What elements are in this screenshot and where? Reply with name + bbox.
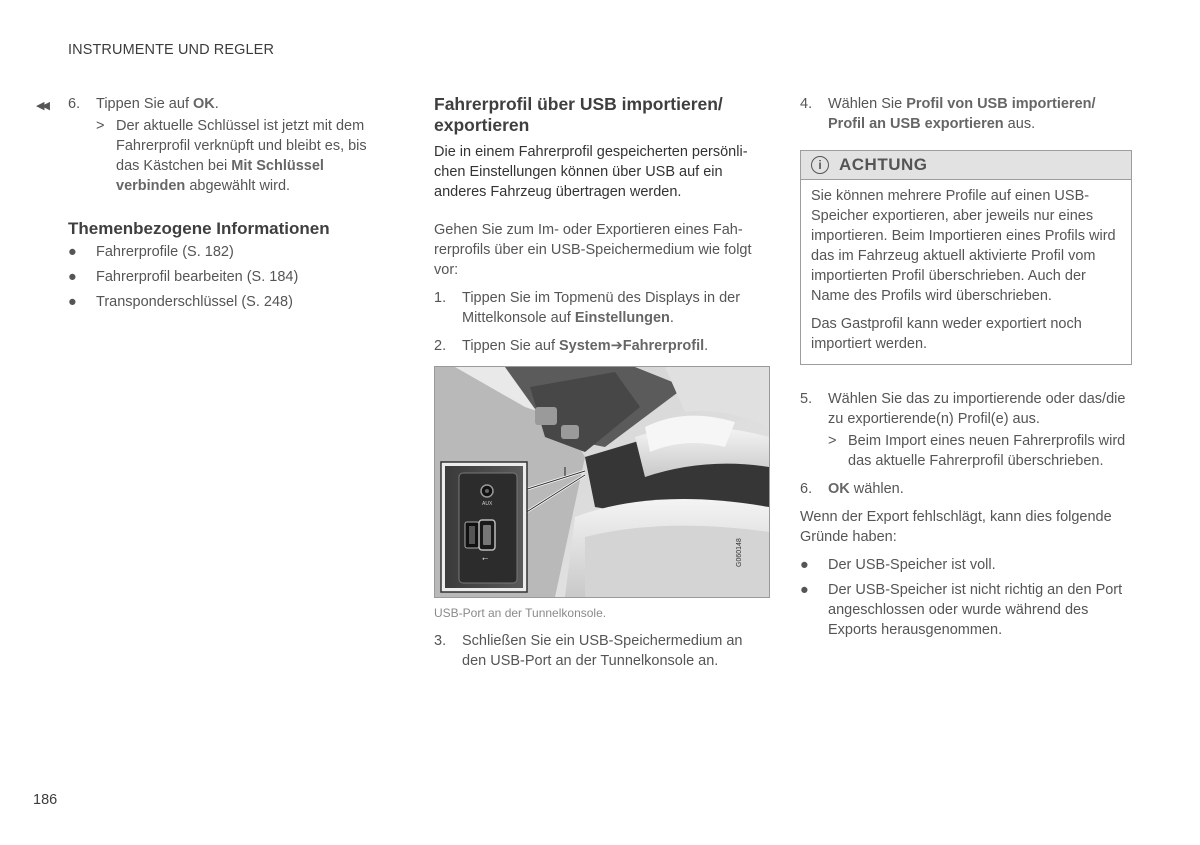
step-2: [434, 336, 768, 356]
ok-label: OK: [828, 481, 850, 497]
system-label: System: [559, 338, 611, 354]
warning-header: [801, 151, 1131, 180]
warning-paragraph: Das Gastprofil kann weder exportiert noch importiert werden.: [811, 316, 1082, 352]
step-5-result: [800, 431, 1132, 471]
step-5: [800, 389, 1132, 429]
step-number: 5.: [800, 391, 813, 407]
related-link-text[interactable]: Fahrerprofil bearbeiten (S. 184): [96, 269, 299, 285]
bullet-icon: ●: [800, 557, 809, 573]
column-middle: [434, 94, 768, 671]
page-number: 186: [33, 792, 58, 808]
export-failure-intro: Wenn der Export fehlschlägt, kann dies folgende Gründe haben:: [800, 509, 1112, 545]
result-text: Beim Import eines neuen Fahrerprofils wird das aktuelle Fahrerprofil überschrieben.: [848, 433, 1126, 469]
step-6-tap-ok: [68, 94, 388, 114]
failure-reason-text: Der USB-Speicher ist voll.: [828, 557, 996, 573]
tunnel-console-drawing: [435, 367, 769, 597]
bullet-icon: ●: [68, 269, 77, 285]
step-text: Tippen Sie im Topmenü des Displays in der Mittelkonsole auf: [462, 290, 741, 326]
menu-arrow-icon: ➔: [610, 338, 623, 354]
step-text: Tippen Sie auf: [462, 338, 559, 354]
info-icon: i: [811, 156, 829, 174]
procedure-intro: Gehen Sie zum Im- oder Exportieren eines Fahrerprofils über ein USB-Speichermedium wie folgt vor:: [434, 222, 752, 278]
step-text-end: .: [704, 338, 709, 354]
step-text-end: aus.: [1003, 116, 1036, 132]
column-left: [68, 94, 388, 317]
mit-schluessel-label: Mit Schlüssel verbinden: [116, 158, 324, 194]
step-number: 6.: [800, 481, 813, 497]
step-text: Wählen Sie das zu importierende oder das/die zu exportierende(n) Profil(e) aus.: [828, 391, 1126, 427]
article-heading: Fahrerprofil über USB importieren/ exportieren: [434, 94, 723, 135]
warning-body: [801, 180, 1131, 364]
article-intro: Die in einem Fahrerprofil gespeicherten persönlichen Einstellungen können über USB auf ein anderes Fahrzeug übertragen werden.: [434, 144, 748, 200]
warning-title: ACHTUNG: [839, 155, 928, 174]
step-text: Tippen Sie auf: [96, 96, 193, 112]
step-text-end: .: [214, 96, 219, 112]
einstellungen-label: Einstellungen: [574, 310, 670, 326]
failure-reason: [800, 580, 1132, 640]
usb-port-illustration: [434, 366, 770, 598]
step-number: 3.: [434, 633, 447, 649]
result-marker: >: [96, 118, 105, 134]
related-link-text[interactable]: Transponderschlüssel (S. 248): [96, 294, 293, 310]
warning-paragraph: Sie können mehrere Profile auf einen USB-Speicher exportieren, aber jeweils nur eines importieren. Beim Importieren eines Profils wird das im Fahrzeug aktuell aktivierte Profil vom importierten Profil überschrieben. Auch der Name des Profils wird überschrieben.: [811, 188, 1116, 304]
step-1: [434, 288, 768, 328]
failure-reason: [800, 555, 1132, 575]
aux-label: AUX: [482, 501, 493, 507]
related-link[interactable]: [68, 292, 388, 312]
warning-box: [800, 150, 1132, 365]
related-link[interactable]: [68, 267, 388, 287]
result-text: Der aktuelle Schlüssel ist jetzt mit dem Fahrerprofil verknüpft und bleibt es, bis das Kästchen bei: [116, 118, 367, 174]
step-text-end: wählen.: [849, 481, 904, 497]
step-6-result: [68, 116, 388, 196]
bullet-icon: ●: [800, 582, 809, 598]
step-text: Wählen Sie: [828, 96, 907, 112]
import-export-label: Profil von USB importieren/ Profil an USB exportieren: [828, 96, 1096, 132]
bullet-icon: ●: [68, 294, 77, 310]
column-right: [800, 94, 1132, 645]
result-text-end: abgewählt wird.: [185, 178, 291, 194]
related-link[interactable]: [68, 242, 388, 262]
fahrerprofil-label: Fahrerprofil: [622, 338, 705, 354]
result-marker: >: [828, 433, 837, 449]
step-3: [434, 631, 768, 671]
figure-caption: USB-Port an der Tunnelkonsole.: [434, 606, 607, 620]
step-text-end: .: [669, 310, 674, 326]
continuation-arrows-icon: ◀◀: [36, 100, 47, 112]
step-4: [800, 94, 1132, 134]
step-6: [800, 479, 1132, 499]
figure-code: G060148: [736, 538, 743, 567]
ok-label: OK: [193, 96, 215, 112]
bullet-icon: ●: [68, 244, 77, 260]
failure-reason-text: Der USB-Speicher ist nicht richtig an den Port angeschlossen oder wurde während des Exports herausgenommen.: [828, 582, 1123, 638]
step-text: Schließen Sie ein USB-Speichermedium an den USB-Port an der Tunnelkonsole an.: [462, 633, 743, 669]
step-number: 2.: [434, 338, 447, 354]
related-link-text[interactable]: Fahrerprofile (S. 182): [96, 244, 234, 260]
step-number: 4.: [800, 96, 813, 112]
related-info-heading: Themenbezogene Informationen: [68, 219, 330, 238]
section-header: INSTRUMENTE UND REGLER: [68, 42, 275, 58]
step-number: 6.: [68, 96, 81, 112]
step-number: 1.: [434, 290, 447, 306]
usb-symbol-icon: ⭠: [482, 554, 489, 563]
